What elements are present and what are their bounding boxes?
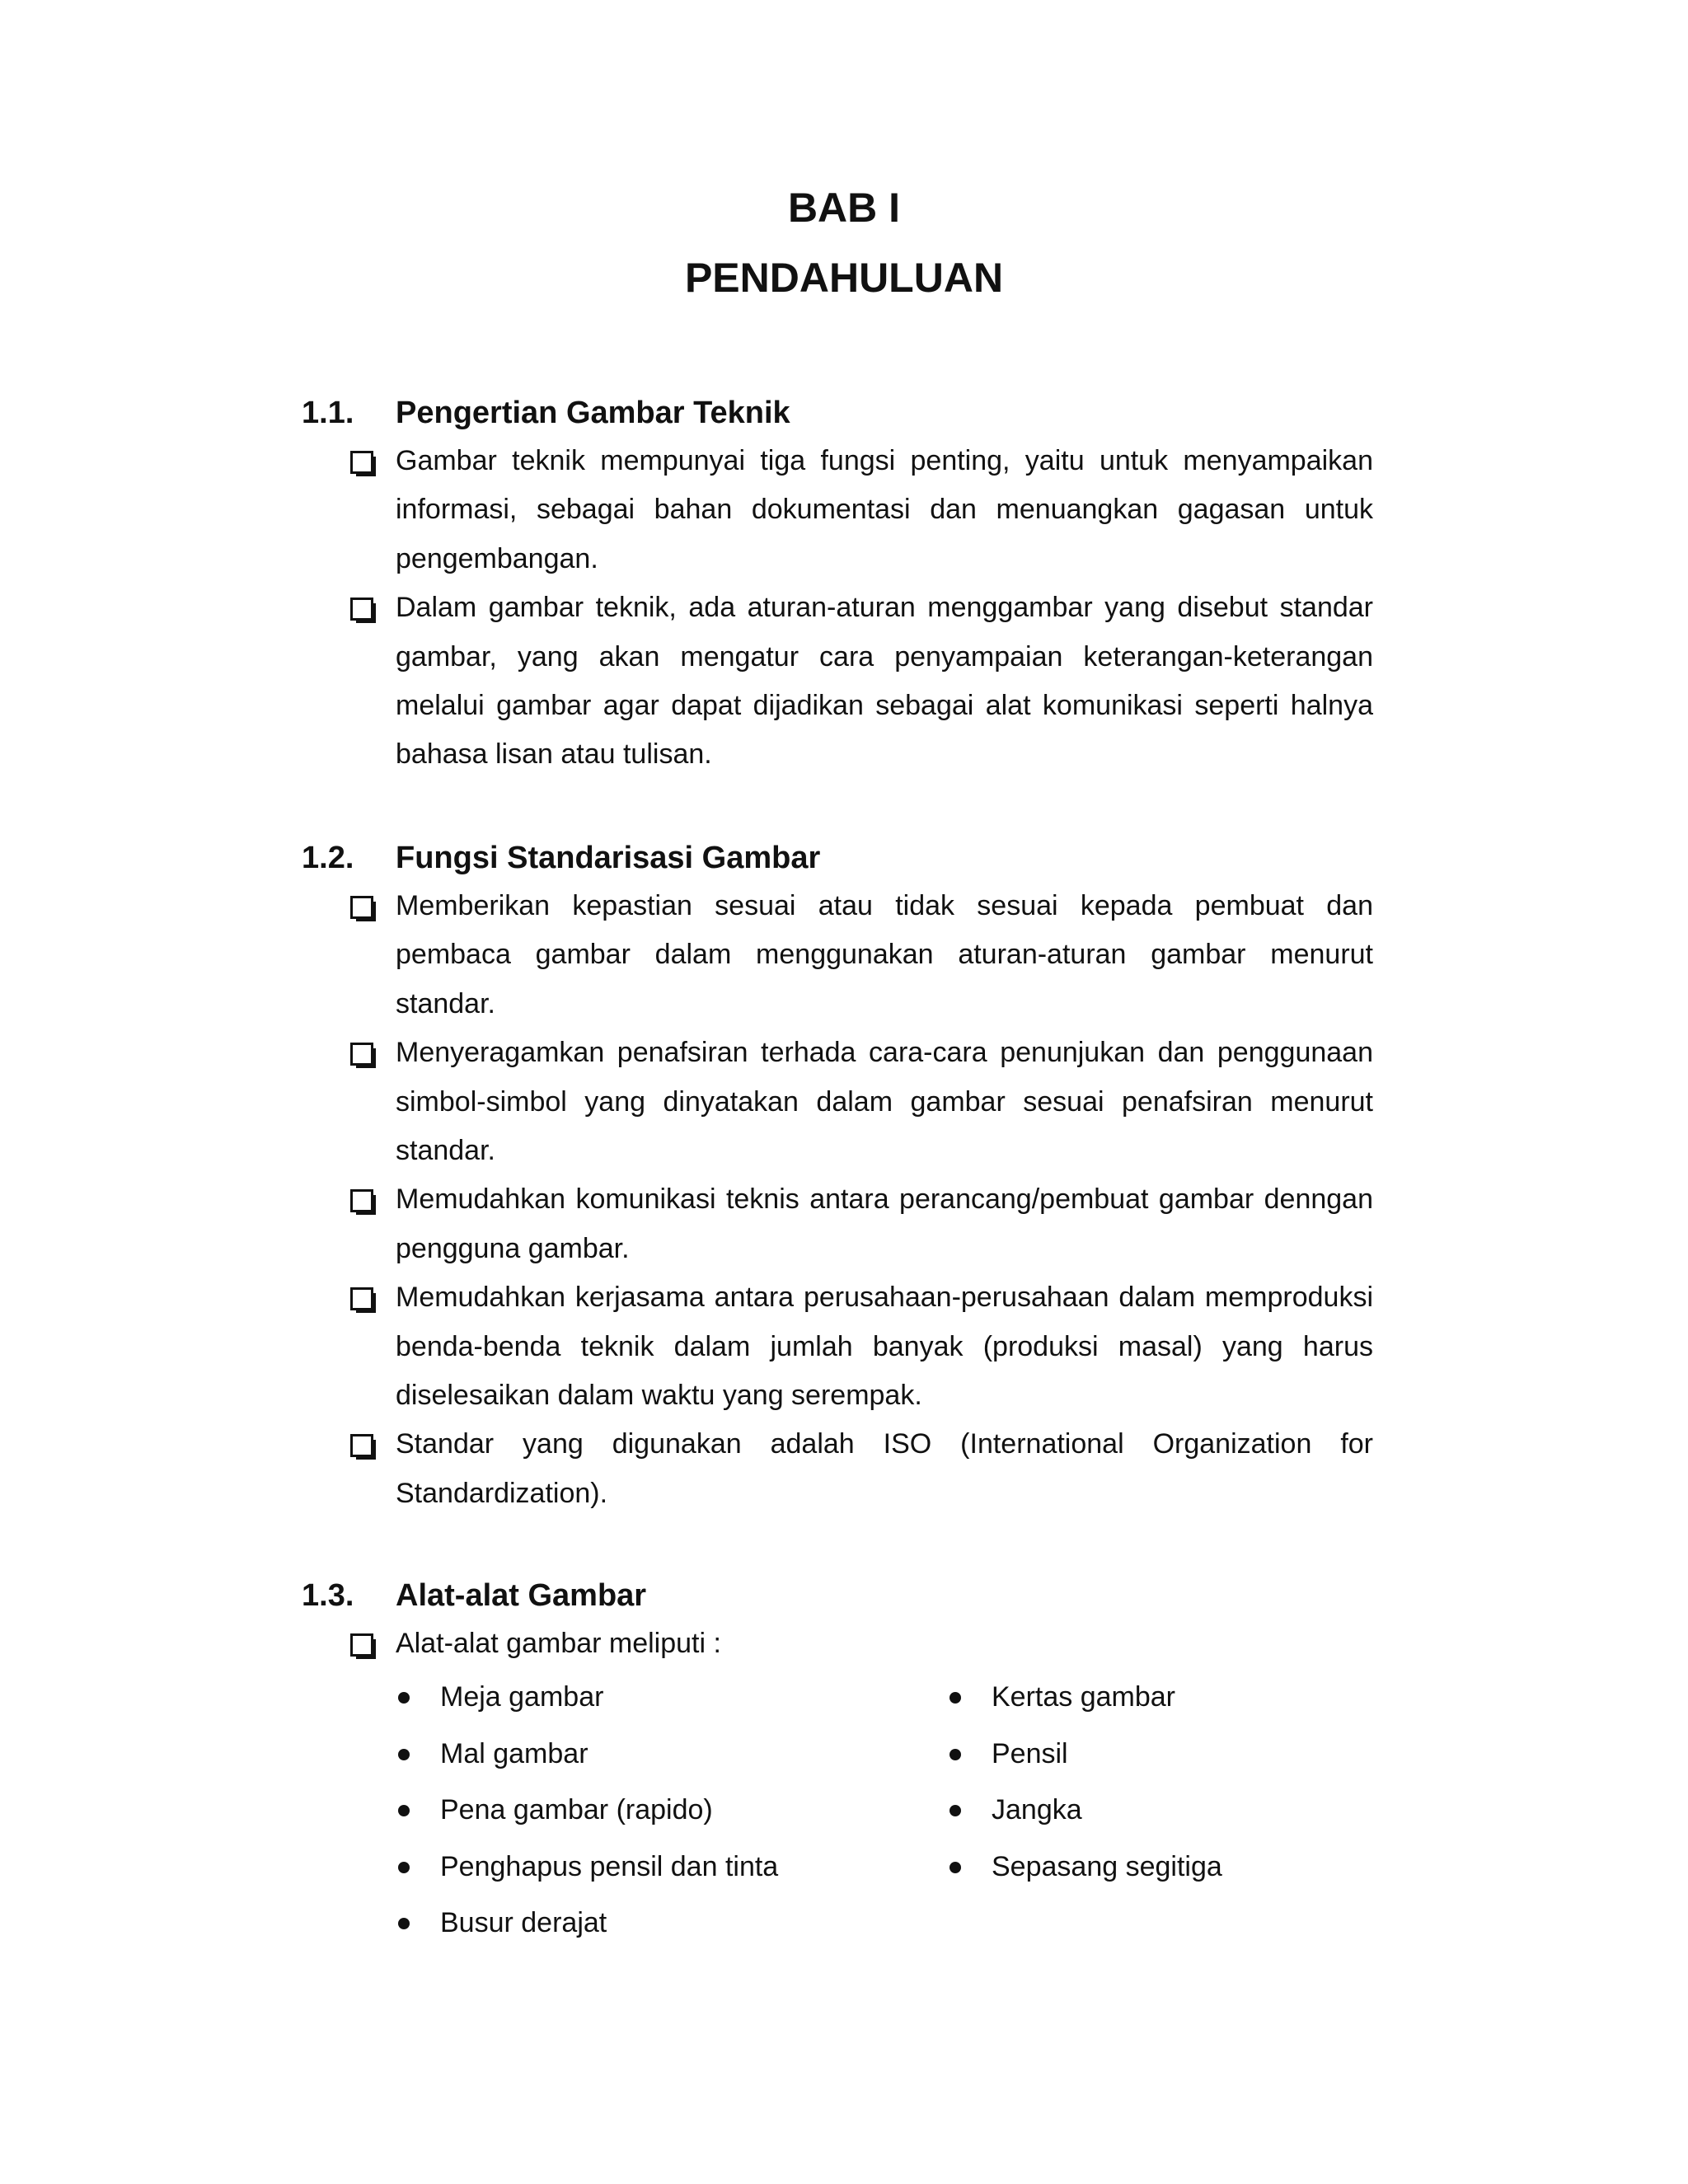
list-item xyxy=(302,882,1373,1029)
tool-item xyxy=(396,1726,890,1783)
tool-item-text: Sepasang segitiga xyxy=(992,1850,1222,1882)
list-item xyxy=(302,1619,1373,1668)
chapter-number: BAB I xyxy=(787,185,901,231)
section-heading xyxy=(302,1572,1373,1619)
tool-item-text: Penghapus pensil dan tinta xyxy=(440,1850,779,1882)
tools-column-left xyxy=(396,1669,890,1952)
section-title: Pengertian Gambar Teknik xyxy=(396,396,790,430)
tool-item-text: Pensil xyxy=(992,1737,1068,1769)
tool-item-text: Kertas gambar xyxy=(992,1681,1175,1713)
list-item-text: Memudahkan komunikasi teknis antara perancang/pembuat gambar denngan pengguna gambar. xyxy=(396,1183,1373,1264)
chapter-title: PENDAHULUAN xyxy=(684,255,1004,301)
list-item-text: Alat-alat gambar meliputi : xyxy=(396,1628,721,1659)
section-title: Alat-alat Gambar xyxy=(396,1578,647,1613)
section-heading xyxy=(302,389,1373,437)
section-title: Fungsi Standarisasi Gambar xyxy=(396,841,821,875)
tool-item xyxy=(947,1669,1442,1726)
tool-item xyxy=(947,1782,1442,1839)
checkbox-bullet-icon xyxy=(350,598,373,621)
tool-item xyxy=(396,1895,890,1952)
section-heading xyxy=(302,834,1373,882)
checkbox-bullet-icon xyxy=(350,1043,373,1066)
list-item xyxy=(302,1420,1373,1518)
tool-item xyxy=(396,1839,890,1896)
list-item-text: Gambar teknik mempunyai tiga fungsi penting, yaitu untuk menyampaikan informasi, sebagai bahan dokumentasi dan menuangkan gagasan untuk pengembangan. xyxy=(396,445,1373,574)
checkbox-bullet-icon xyxy=(350,896,373,919)
section-number: 1.3. xyxy=(302,1578,354,1613)
bullet-dot-icon xyxy=(398,1862,410,1873)
section-1-3 xyxy=(302,1572,1373,1939)
checkbox-bullet-icon xyxy=(350,1287,373,1310)
checkbox-bullet-icon xyxy=(350,1633,373,1657)
checkbox-bullet-icon xyxy=(350,1189,373,1212)
bullet-dot-icon xyxy=(950,1805,961,1816)
section-1-1 xyxy=(302,389,1373,780)
list-item xyxy=(302,1029,1373,1175)
bullet-dot-icon xyxy=(950,1749,961,1760)
list-item-text: Standar yang digunakan adalah ISO (International Organization for Standardization). xyxy=(396,1428,1373,1509)
checkbox-bullet-icon xyxy=(350,1434,373,1457)
list-item xyxy=(302,1175,1373,1273)
list-item-text: Dalam gambar teknik, ada aturan-aturan menggambar yang disebut standar gambar, yang akan mengatur cara penyampaian keterangan-keterangan melalui gambar agar dapat dijadikan sebagai alat komunikasi seperti halnya bahasa lisan atau tulisan. xyxy=(396,592,1373,771)
bullet-dot-icon xyxy=(950,1692,961,1704)
section-number: 1.2. xyxy=(302,841,354,875)
list-item-text: Memudahkan kerjasama antara perusahaan-perusahaan dalam memproduksi benda-benda teknik dalam jumlah banyak (produksi masal) yang harus diselesaikan dalam waktu yang serempak. xyxy=(396,1282,1373,1412)
tools-column-right xyxy=(947,1669,1442,1895)
tool-item-text: Busur derajat xyxy=(440,1907,607,1939)
checkbox-bullet-icon xyxy=(350,451,373,474)
tool-item xyxy=(396,1782,890,1839)
list-item xyxy=(302,1273,1373,1420)
bullet-dot-icon xyxy=(950,1862,961,1873)
section-number: 1.1. xyxy=(302,396,354,430)
tool-item xyxy=(947,1839,1442,1896)
bullet-dot-icon xyxy=(398,1749,410,1760)
bullet-dot-icon xyxy=(398,1692,410,1704)
tool-item xyxy=(947,1726,1442,1783)
tool-item xyxy=(396,1669,890,1726)
list-item-text: Menyeragamkan penafsiran terhada cara-cara penunjukan dan penggunaan simbol-simbol yang dinyatakan dalam gambar sesuai penafsiran menurut standar. xyxy=(396,1037,1373,1167)
section-1-2 xyxy=(302,834,1373,1518)
list-item-text: Memberikan kepastian sesuai atau tidak sesuai kepada pembuat dan pembaca gambar dalam menggunakan aturan-aturan gambar menurut standar. xyxy=(396,890,1373,1019)
tool-item-text: Jangka xyxy=(992,1794,1082,1826)
tool-item-text: Pena gambar (rapido) xyxy=(440,1794,713,1826)
bullet-dot-icon xyxy=(398,1918,410,1929)
bullet-dot-icon xyxy=(398,1805,410,1816)
list-item xyxy=(302,437,1373,583)
tool-item-text: Meja gambar xyxy=(440,1681,604,1713)
list-item xyxy=(302,583,1373,780)
tool-item-text: Mal gambar xyxy=(440,1737,588,1769)
